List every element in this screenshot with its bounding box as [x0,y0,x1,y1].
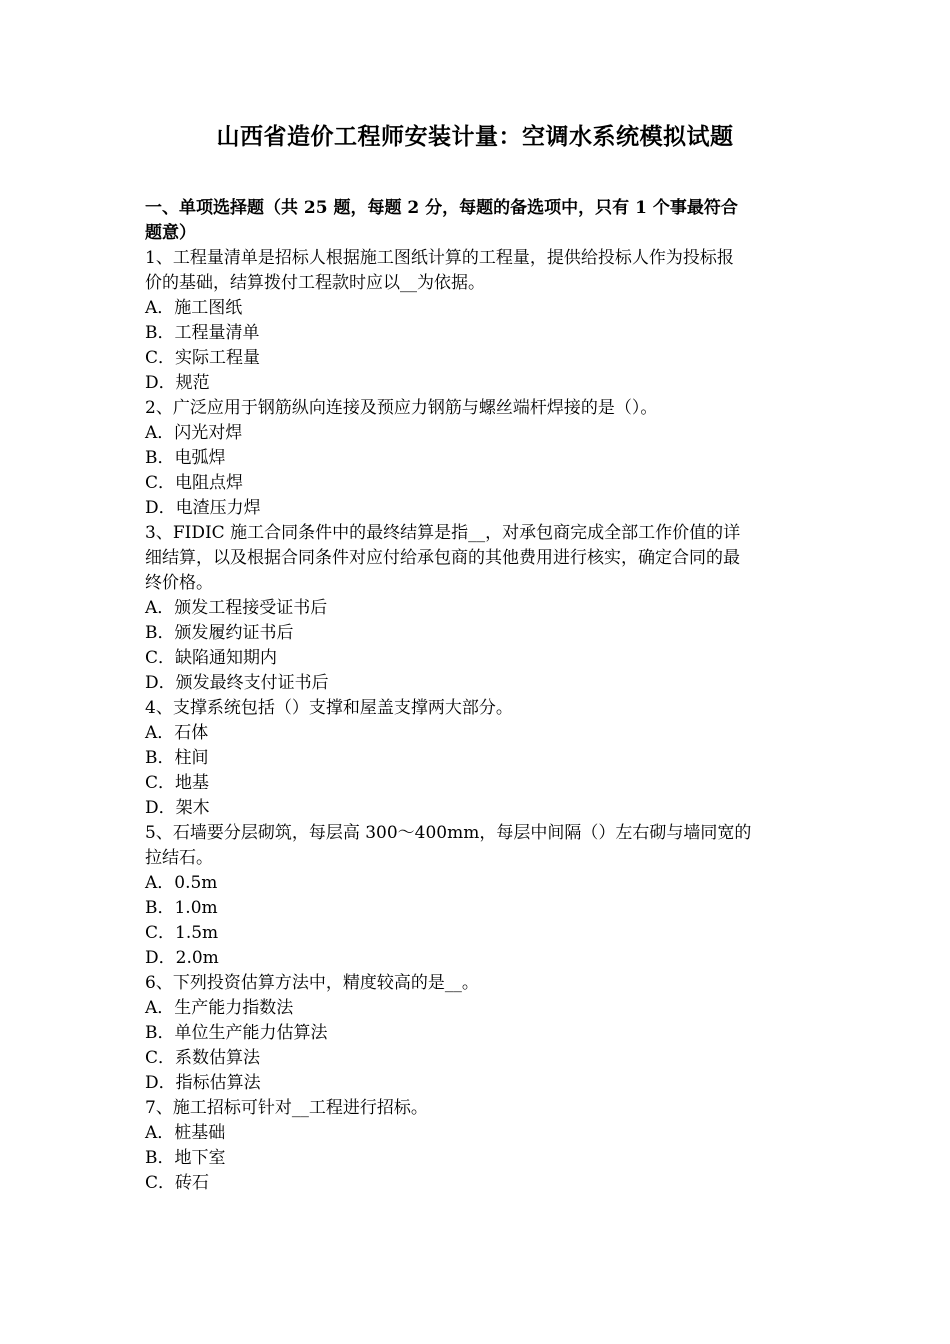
question-item [145,246,807,396]
question-stem-line: 7、施工招标可针对__工程进行招标。 [145,1098,428,1118]
answer-option: D．颁发最终支付证书后 [145,673,329,693]
answer-option: B．地下室 [145,1148,226,1168]
answer-option: A．0.5m [145,873,218,893]
answer-option: D．指标估算法 [145,1073,261,1093]
answer-option: C．实际工程量 [145,348,261,368]
question-list [145,246,807,1196]
question-stem-line: 价的基础，结算拨付工程款时应以__为依据。 [145,273,485,293]
question-stem-line: 4、支撑系统包括（）支撑和屋盖支撑两大部分。 [145,698,513,718]
question-item [145,521,807,696]
answer-option: B．颁发履约证书后 [145,623,294,643]
answer-option: D．电渣压力焊 [145,498,261,518]
answer-option: D．规范 [145,373,210,393]
question-item [145,1096,807,1196]
question-item [145,821,807,971]
answer-option: B．1.0m [145,898,218,918]
answer-option: C．电阻点焊 [145,473,244,493]
answer-option: C．系数估算法 [145,1048,261,1068]
question-stem-line: 5、石墙要分层砌筑，每层高 300～400mm，每层中间隔（）左右砌与墙同宽的 [145,823,752,843]
question-stem-line: 1、工程量清单是招标人根据施工图纸计算的工程量，提供给投标人作为投标报 [145,248,734,268]
question-stem-line: 拉结石。 [145,848,213,868]
answer-option: B．柱间 [145,748,209,768]
question-stem-line: 细结算，以及根据合同条件对应付给承包商的其他费用进行核实，确定合同的最 [145,548,740,568]
answer-option: A．闪光对焊 [145,423,243,443]
section-heading-line: 题意） [145,223,196,243]
answer-option: D．架木 [145,798,210,818]
answer-option: C．缺陷通知期内 [145,648,278,668]
document-body [145,196,807,1196]
question-stem-line: 终价格。 [145,573,213,593]
answer-option: B．工程量清单 [145,323,260,343]
answer-option: A．石体 [145,723,209,743]
question-item [145,696,807,821]
question-item [145,396,807,521]
section-heading-line: 一、单项选择题（共 25 题，每题 2 分，每题的备选项中，只有 1 个事最符合 [145,198,738,218]
answer-option: A．施工图纸 [145,298,243,318]
answer-option: D．2.0m [145,948,219,968]
answer-option: B．单位生产能力估算法 [145,1023,328,1043]
answer-option: C．1.5m [145,923,219,943]
section-heading [145,196,807,246]
document-title: 山西省造价工程师安装计量：空调水系统模拟试题 [216,123,734,150]
answer-option: A．桩基础 [145,1123,226,1143]
question-stem-line: 2、广泛应用于钢筋纵向连接及预应力钢筋与螺丝端杆焊接的是（）。 [145,398,658,418]
answer-option: A．颁发工程接受证书后 [145,598,328,618]
question-stem-line: 6、下列投资估算方法中，精度较高的是__。 [145,973,479,993]
answer-option: A．生产能力指数法 [145,998,294,1018]
answer-option: C．砖石 [145,1173,210,1193]
question-stem-line: 3、FIDIC 施工合同条件中的最终结算是指__，对承包商完成全部工作价值的详 [145,523,741,543]
answer-option: C．地基 [145,773,210,793]
question-item [145,971,807,1096]
answer-option: B．电弧焊 [145,448,226,468]
